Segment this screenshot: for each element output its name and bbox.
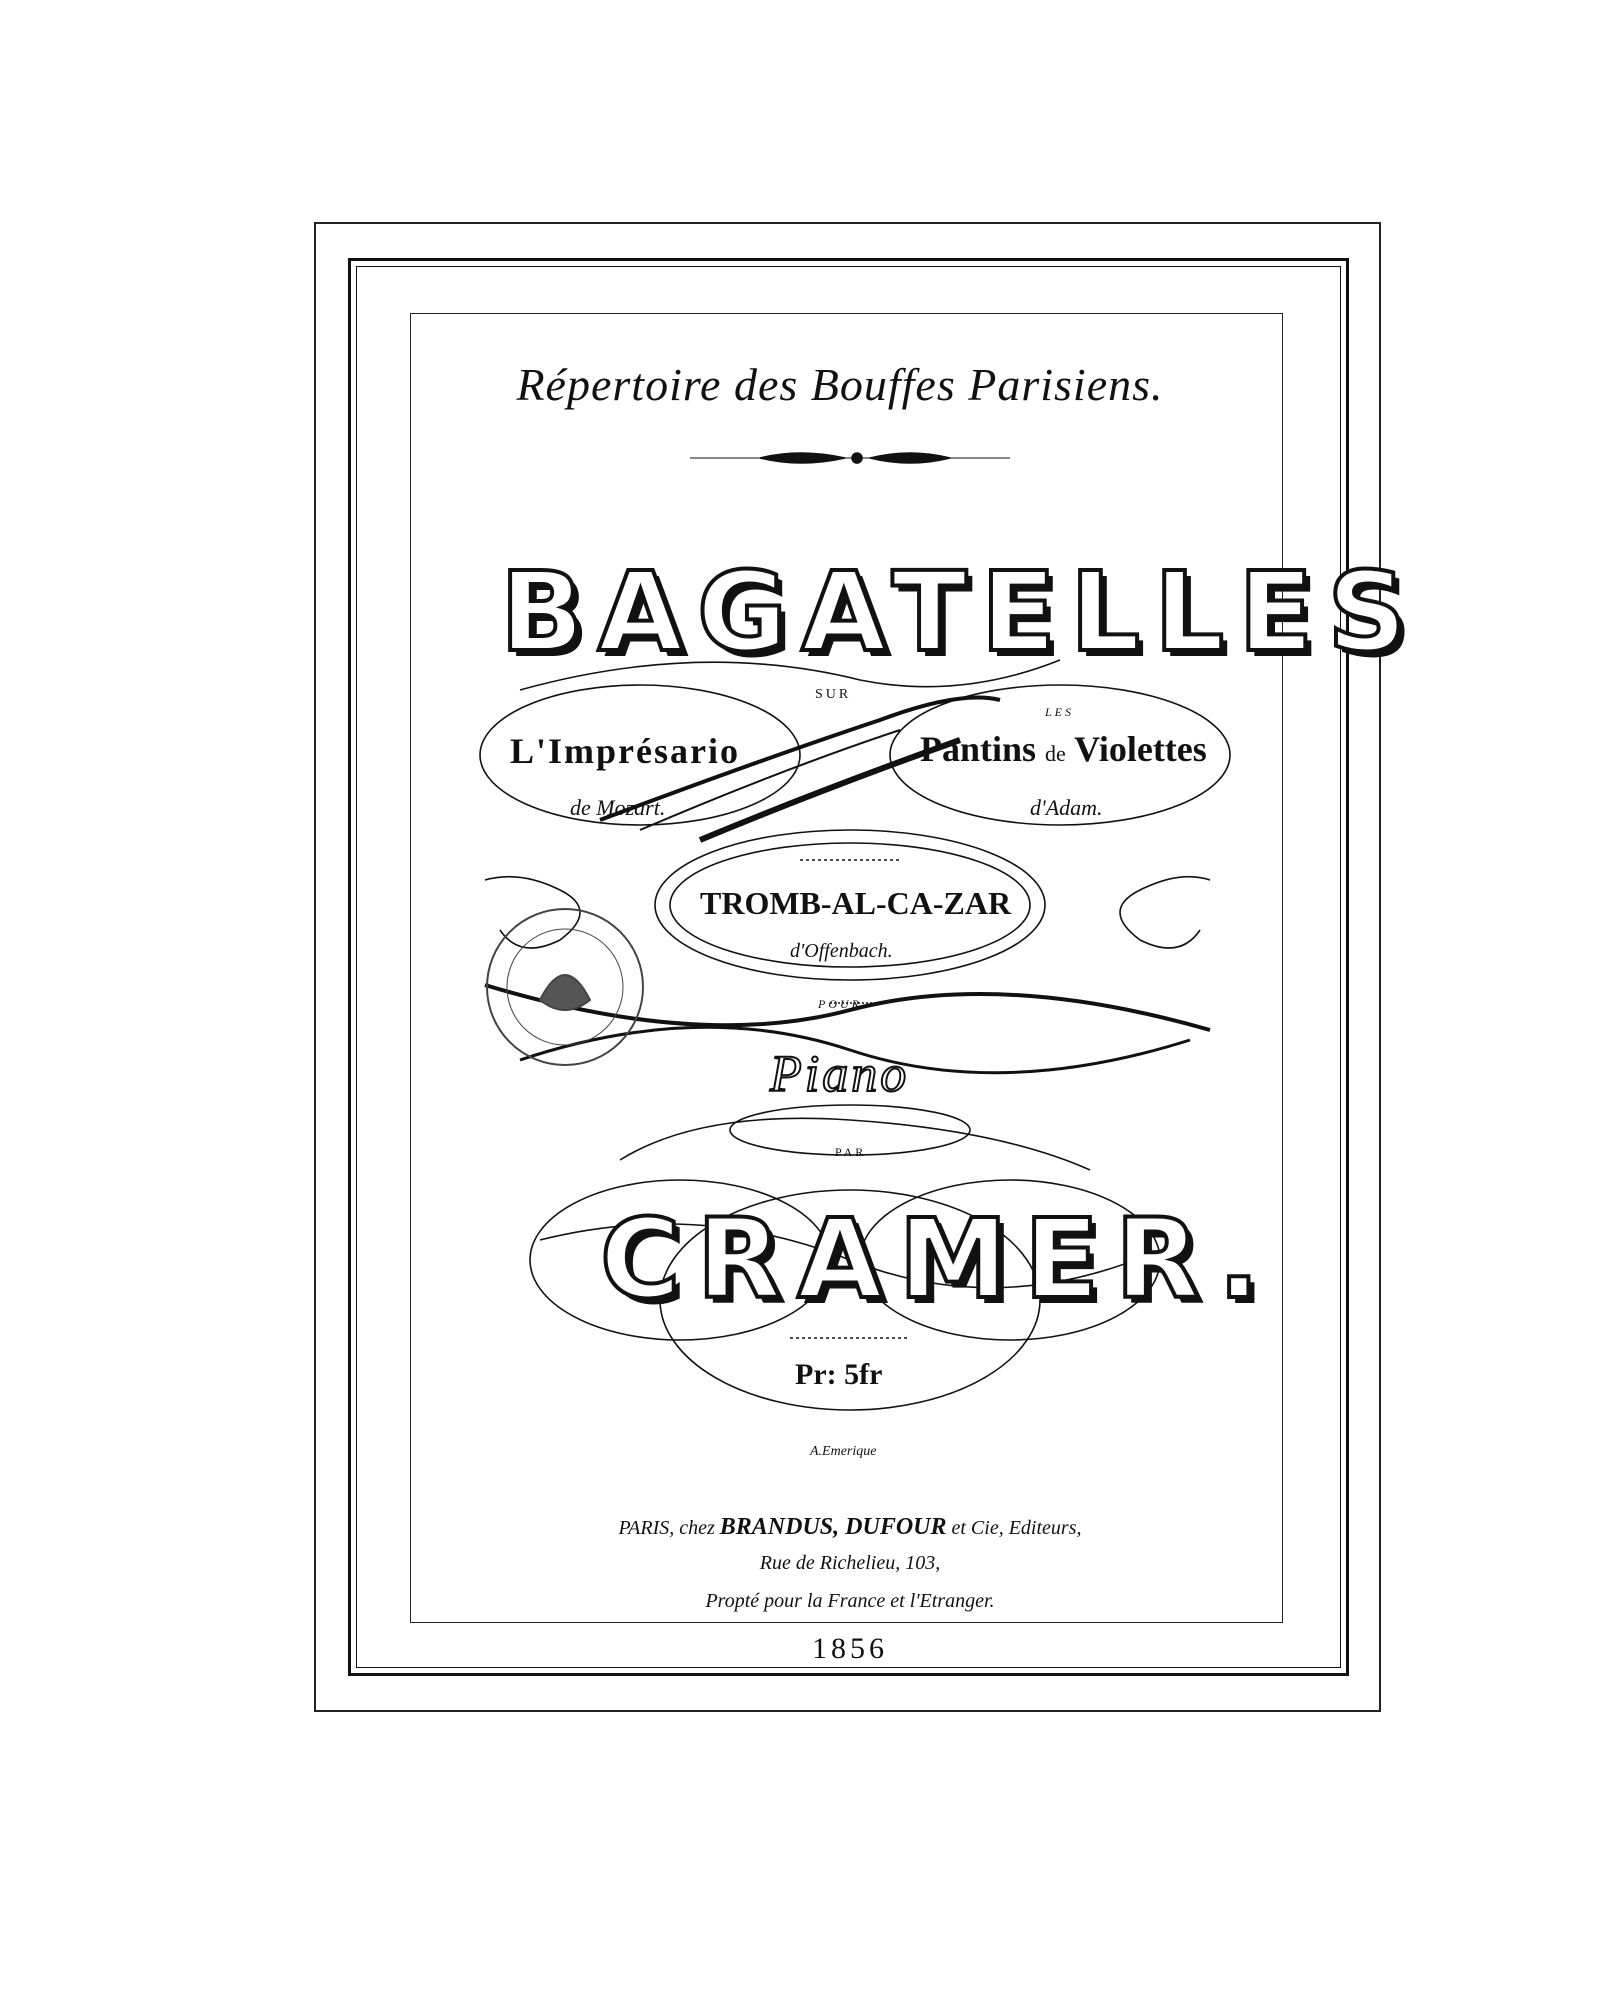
instrument-name: Piano	[770, 1046, 910, 1103]
sur-label: SUR	[815, 687, 852, 702]
author-name: CRAMER.	[600, 1195, 1276, 1323]
publisher-address: Rue de Richelieu, 103,	[759, 1552, 941, 1574]
work-trombalcazar-composer: d'Offenbach.	[790, 940, 893, 962]
work-title: BAGATELLES	[500, 548, 1421, 676]
pour-label: POUR	[818, 997, 862, 1011]
work-pantins-composer: d'Adam.	[1030, 795, 1103, 820]
pantins-de: de	[1045, 741, 1066, 766]
engraver-credit: A.Emerique	[810, 1444, 877, 1459]
work-trombalcazar-title: TROMB-AL-CA-ZAR	[700, 885, 1012, 921]
series-title: Répertoire des Bouffes Parisiens.	[516, 359, 1164, 410]
publisher-city: PARIS, chez	[618, 1517, 715, 1539]
publisher-suffix: et Cie, Editeurs,	[951, 1517, 1082, 1539]
publisher-rights: Propté pour la France et l'Etranger.	[705, 1590, 995, 1612]
les-label: LES	[1045, 705, 1075, 719]
pantins-word: Pantins	[920, 729, 1037, 769]
work-impresario-composer: de Mozart.	[570, 795, 666, 820]
price: Pr: 5fr	[795, 1358, 883, 1391]
work-impresario-title: L'Imprésario	[510, 731, 740, 771]
publisher-firm: BRANDUS, DUFOUR	[719, 1514, 947, 1540]
publisher-line	[470, 1514, 1230, 1541]
violettes-word: Violettes	[1074, 729, 1207, 769]
par-label: PAR	[835, 1145, 867, 1159]
publication-year: 1856	[812, 1632, 888, 1665]
library-stamp	[487, 909, 643, 1065]
work-pantins-title	[920, 728, 1207, 770]
